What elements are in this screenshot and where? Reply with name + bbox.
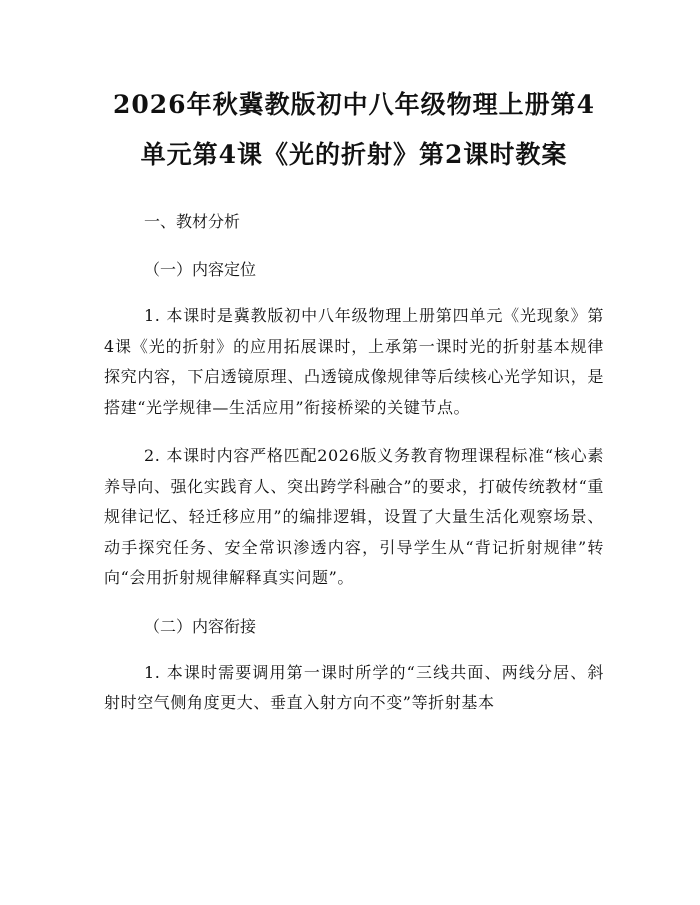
- subsection-heading-content-connection: （二）内容衔接: [144, 616, 257, 636]
- document-title: 2026年秋冀教版初中八年级物理上册第4单元第4课《光的折射》第2课时教案: [113, 90, 595, 169]
- paragraph: 1. 本课时需要调用第一课时所学的“三线共面、两线分居、斜射时空气侧角度更大、垂直入射方向不变”等折射基本: [104, 662, 604, 712]
- section-heading-textbook-analysis: 一、教材分析: [144, 212, 241, 231]
- paragraph: 1. 本课时是冀教版初中八年级物理上册第四单元《光现象》第4课《光的折射》的应用拓展课时，上承第一课时光的折射基本规律探究内容，下启透镜原理、凸透镜成像规律等后续核心光学知识，是搭建“光学规律—生活应用”衔接桥梁的关键节点。: [104, 306, 604, 417]
- paragraph: 2. 本课时内容严格匹配2026版义务教育物理课程标准“核心素养导向、强化实践育人、突出跨学科融合”的要求，打破传统教材“重规律记忆、轻迁移应用”的编排逻辑，设置了大量生活化观察场景、动手探究任务、安全常识渗透内容，引导学生从“背记折射规律”转向“会用折射规律解释真实问题”。: [104, 446, 604, 587]
- subsection-heading-content-positioning: （一）内容定位: [144, 260, 257, 279]
